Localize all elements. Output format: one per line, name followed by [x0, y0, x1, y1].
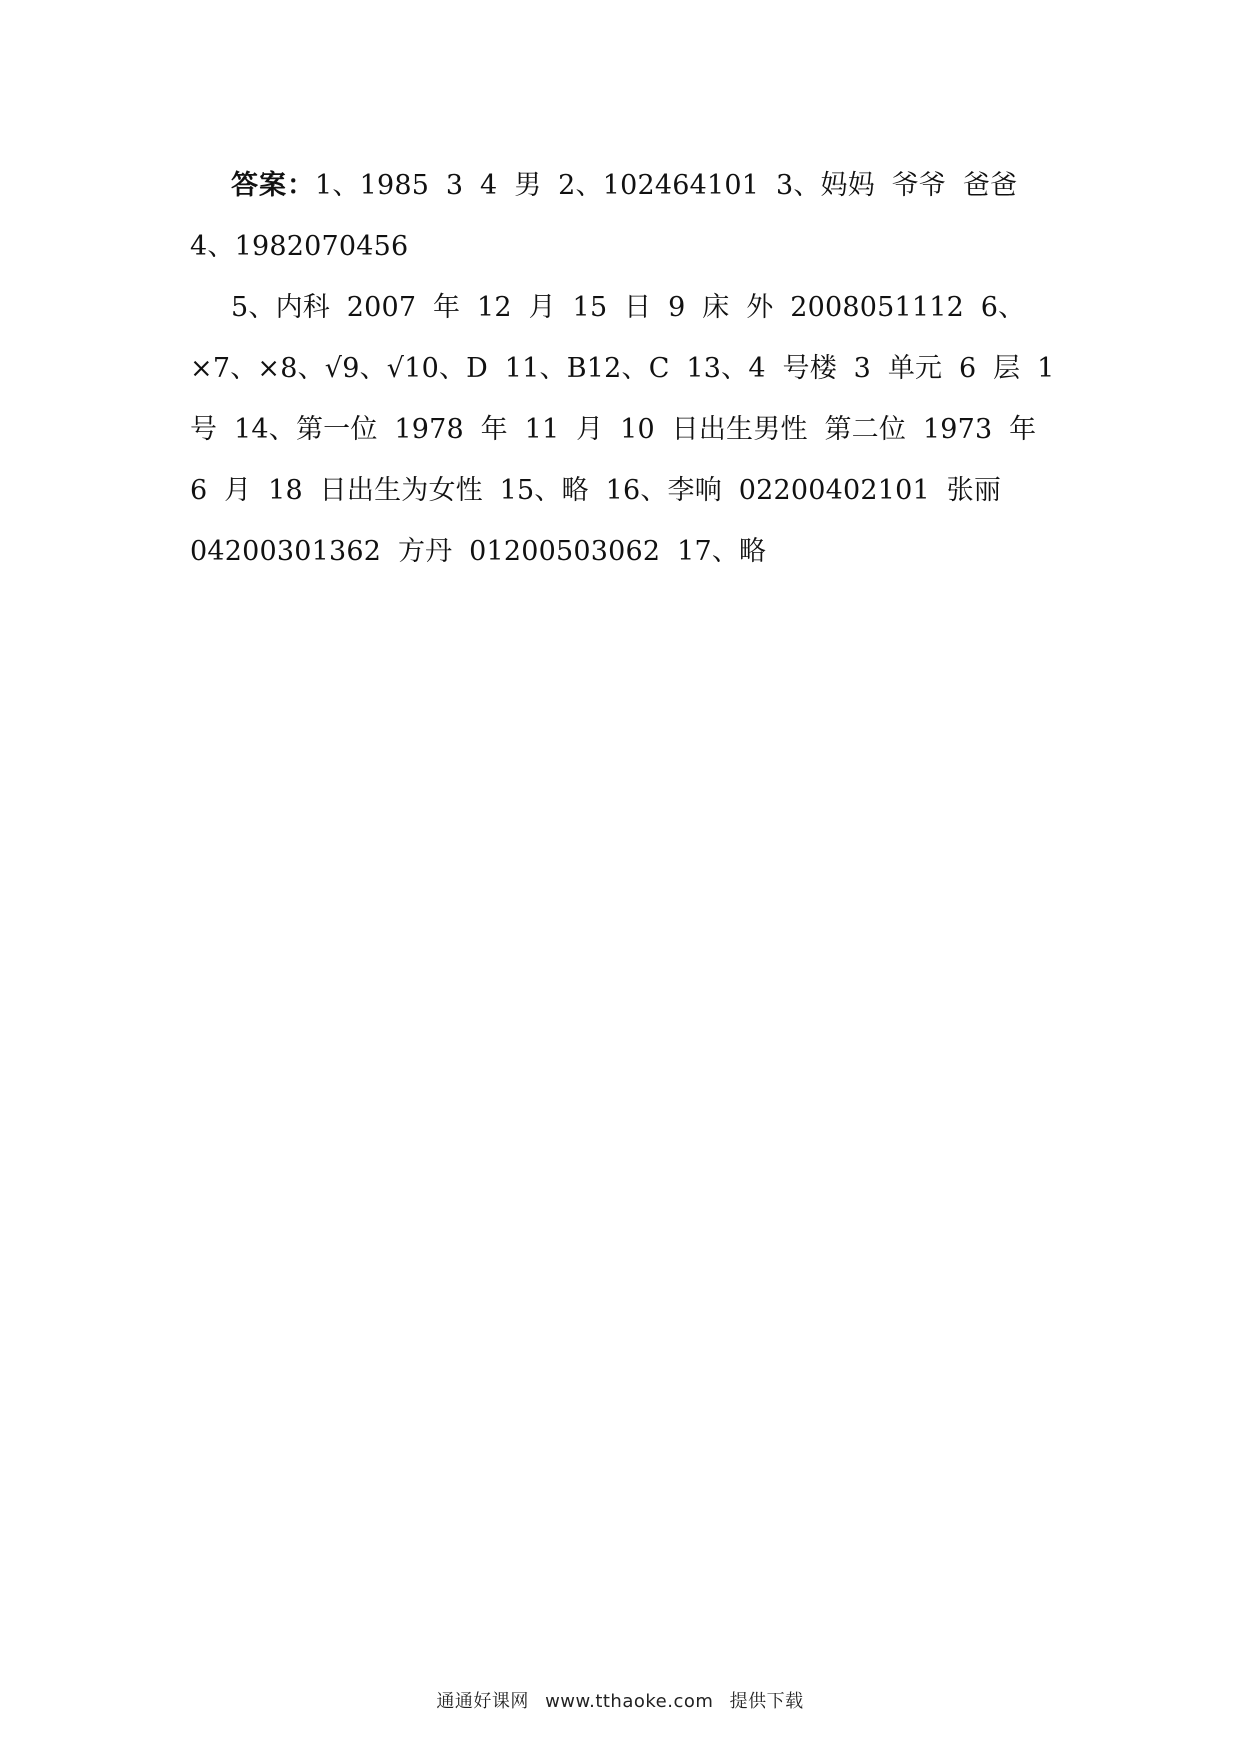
answer-paragraph-1-text: 1、1985 3 4 男 2、102464101 3、妈妈 爷爷 爸爸 4、1982070456 [190, 170, 1018, 262]
answer-paragraph-1 [190, 155, 1070, 277]
footer-source-line: 通通好课网 www.tthaoke.com 提供下载 [436, 1691, 804, 1712]
answer-label: 答案： [231, 170, 315, 201]
answer-content [190, 155, 1070, 582]
answer-paragraph-2: 5、内科 2007 年 12 月 15 日 9 床 外 2008051112 6、×7、×8、√9、√10、D 11、B12、C 13、4 号楼 3 单元 6 层 1 号 14、第一位 1978 年 11 月 10 日出生男性 第二位 1973 年 6 月 18 日出生为女性 15、略 16、李响 02200402101 张丽 04200301362 方丹 01200503062 17、略 [190, 292, 1055, 567]
